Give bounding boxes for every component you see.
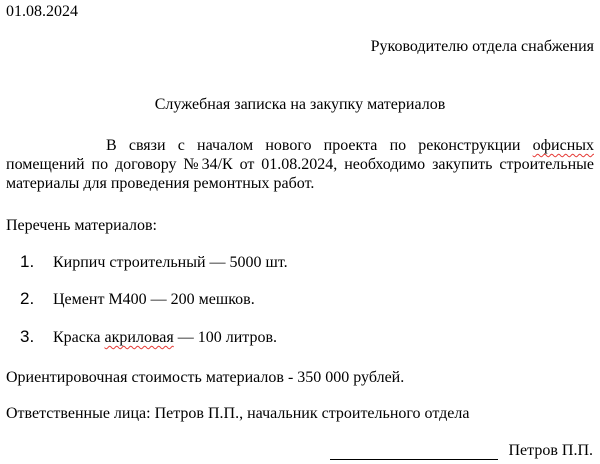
list-item-text — [53, 328, 277, 347]
list-item-text-end: — 100 литров. — [173, 329, 278, 346]
list-item — [0, 290, 600, 312]
list-item-text: Цемент М400 — 200 мешков. — [53, 291, 255, 308]
signature-line — [330, 459, 498, 460]
body-text-start: В связи с началом нового проекта по реконструкции — [106, 137, 533, 154]
list-item-number: 3. — [20, 327, 35, 346]
memo-date: 01.08.2024 — [6, 3, 78, 20]
list-item-text-start: Краска — [53, 329, 105, 346]
list-item-number: 1. — [20, 252, 35, 271]
list-item — [0, 328, 600, 350]
body-text-end: помещений по договору №34/К от 01.08.2024, необходимо закупить строительные материалы для проведения ремонтных работ. — [6, 156, 594, 192]
memo-title: Служебная записка на закупку материалов — [154, 96, 446, 113]
spellcheck-flagged-word[interactable]: офисных — [532, 137, 594, 154]
memo-body-paragraph — [6, 136, 594, 193]
materials-list-heading: Перечень материалов: — [6, 217, 157, 234]
list-item — [0, 253, 600, 275]
list-item-text: Кирпич строительный — 5000 шт. — [53, 254, 288, 271]
signature-name: Петров П.П. — [508, 442, 593, 459]
list-item-number: 2. — [20, 289, 35, 308]
estimated-cost: Ориентировочная стоимость материалов - 350 000 рублей. — [6, 369, 405, 386]
memo-addressee: Руководителю отдела снабжения — [370, 38, 594, 55]
responsible-persons: Ответственные лица: Петров П.П., начальник строительного отдела — [6, 405, 470, 422]
spellcheck-flagged-word[interactable]: акриловая — [104, 329, 174, 346]
